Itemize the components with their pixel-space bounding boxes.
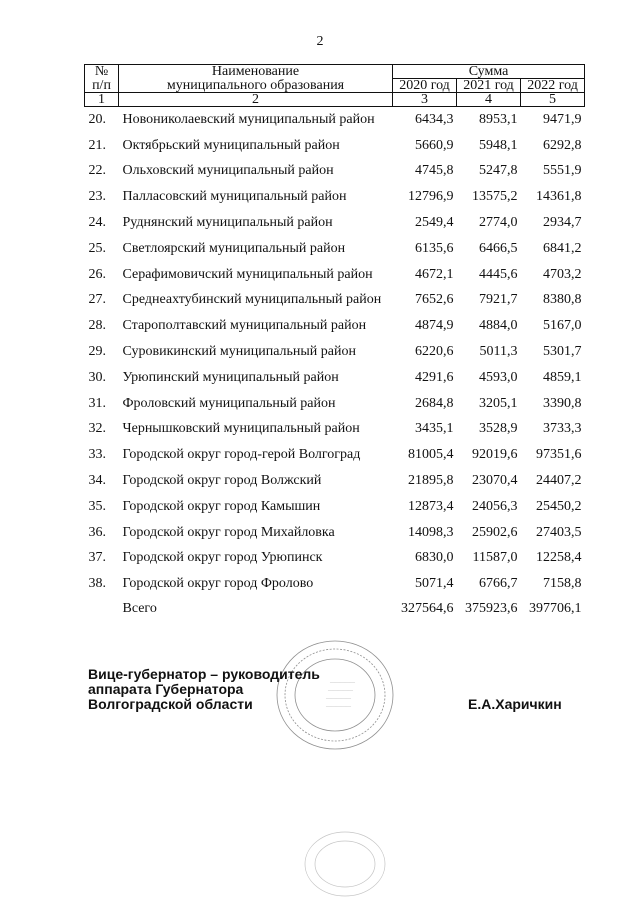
- row-name: Светлоярский муниципальный район: [122, 240, 346, 256]
- row-value-2020: 5660,9: [415, 137, 454, 153]
- row-name: Палласовский муниципальный район: [122, 189, 347, 205]
- row-name: Городской округ город Михайловка: [122, 524, 335, 540]
- header-index-3: 3: [393, 93, 457, 107]
- row-number: 29.: [88, 344, 106, 360]
- table-row: [85, 546, 585, 572]
- row-value-2021: 5247,8: [479, 163, 518, 179]
- row-value-2020: 21895,8: [408, 473, 454, 489]
- row-number: 27.: [88, 292, 106, 308]
- row-number: 38.: [88, 576, 106, 592]
- row-value-2022: 3390,8: [543, 395, 582, 411]
- header-year-2022: 2022 год: [521, 79, 585, 93]
- row-value-2021: 25902,6: [472, 524, 518, 540]
- row-value-2022: 8380,8: [543, 292, 582, 308]
- faint-stamp-mark: [300, 826, 390, 898]
- row-value-2021: 5011,3: [479, 344, 518, 360]
- row-value-2020: 5071,4: [415, 576, 454, 592]
- row-number: 28.: [88, 318, 106, 334]
- row-name: Фроловский муниципальный район: [122, 395, 336, 411]
- row-value-2020: 12796,9: [408, 189, 454, 205]
- row-value-2021: 2774,0: [479, 215, 518, 231]
- svg-text:—————: —————: [326, 705, 351, 710]
- row-value-2021: 92019,6: [472, 447, 518, 463]
- row-name: Урюпинский муниципальный район: [122, 369, 339, 385]
- row-value-2021: 7921,7: [479, 292, 518, 308]
- row-value-2022: 7158,8: [543, 576, 582, 592]
- row-value-2020: 4291,6: [415, 369, 454, 385]
- table-row: [85, 313, 585, 339]
- header-name-line2: муниципального образования: [119, 79, 393, 93]
- row-value-2022: 5301,7: [543, 344, 582, 360]
- header-index-1: 1: [85, 93, 119, 107]
- header-index-2: 2: [119, 93, 393, 107]
- header-year-2021: 2021 год: [457, 79, 521, 93]
- row-number: 26.: [88, 266, 106, 282]
- row-number: 36.: [88, 524, 106, 540]
- row-value-2022: 2934,7: [543, 215, 582, 231]
- row-name: Руднянский муниципальный район: [122, 215, 333, 231]
- row-value-2021: 11587,0: [472, 550, 518, 566]
- row-value-2020: 6434,3: [415, 111, 454, 127]
- row-number: 33.: [88, 447, 106, 463]
- row-value-2021: 6466,5: [479, 240, 518, 256]
- table-row: [85, 494, 585, 520]
- row-value-2021: 3205,1: [479, 395, 518, 411]
- signer-name: Е.А.Харичкин: [468, 696, 562, 712]
- row-number: 37.: [88, 550, 106, 566]
- row-name: Городской округ город Волжский: [122, 473, 322, 489]
- row-name: Городской округ город Камышин: [122, 498, 321, 514]
- header-index-5: 5: [521, 93, 585, 107]
- total-2022: 397706,1: [529, 601, 582, 617]
- signature-block: [88, 667, 320, 712]
- row-value-2020: 3435,1: [415, 421, 454, 437]
- page-number: 2: [316, 34, 324, 49]
- total-2020: 327564,6: [401, 601, 454, 617]
- row-value-2022: 3733,3: [543, 421, 582, 437]
- row-name: Новониколаевский муниципальный район: [122, 111, 375, 127]
- row-value-2020: 4874,9: [415, 318, 454, 334]
- row-number: 25.: [88, 240, 106, 256]
- row-value-2021: 8953,1: [479, 111, 518, 127]
- row-value-2020: 2684,8: [415, 395, 454, 411]
- row-value-2022: 14361,8: [536, 189, 582, 205]
- row-value-2022: 5167,0: [543, 318, 582, 334]
- row-value-2021: 23070,4: [472, 473, 518, 489]
- row-value-2021: 4593,0: [479, 369, 518, 385]
- row-value-2022: 5551,9: [543, 163, 582, 179]
- table-row: [85, 133, 585, 159]
- table-row: [85, 288, 585, 314]
- signature-line-3: Волгоградской области: [88, 696, 253, 712]
- total-row: [85, 597, 585, 621]
- row-value-2021: 13575,2: [472, 189, 518, 205]
- header-sum: Сумма: [393, 65, 585, 79]
- row-name: Октябрьский муниципальный район: [122, 137, 340, 153]
- row-name: Среднеахтубинский муниципальный район: [122, 292, 382, 308]
- row-value-2020: 4672,1: [415, 266, 454, 282]
- row-value-2022: 9471,9: [543, 111, 582, 127]
- header-index-4: 4: [457, 93, 521, 107]
- row-value-2020: 81005,4: [408, 447, 454, 463]
- row-number: 21.: [88, 137, 106, 153]
- total-label: Всего: [122, 601, 157, 617]
- signature-line-1: Вице-губернатор – руководитель: [88, 666, 320, 682]
- row-value-2020: 7652,6: [415, 292, 454, 308]
- row-number: 31.: [88, 395, 106, 411]
- table-row: [85, 236, 585, 262]
- table-row: [85, 184, 585, 210]
- row-name: Суровикинский муниципальный район: [122, 344, 356, 360]
- table-row: [85, 210, 585, 236]
- row-value-2020: 6135,6: [415, 240, 454, 256]
- row-number: 24.: [88, 215, 106, 231]
- header-num: №: [85, 65, 119, 79]
- row-value-2020: 6830,0: [415, 550, 454, 566]
- row-value-2022: 6292,8: [543, 137, 582, 153]
- row-value-2020: 4745,8: [415, 163, 454, 179]
- row-value-2021: 24056,3: [472, 498, 518, 514]
- row-name: Чернышковский муниципальный район: [122, 421, 360, 437]
- header-num-sub: п/п: [85, 79, 119, 93]
- row-value-2020: 2549,4: [415, 215, 454, 231]
- svg-text:—————: —————: [326, 697, 351, 702]
- table-header: [85, 65, 585, 107]
- row-number: 20.: [88, 111, 106, 127]
- row-value-2021: 6766,7: [479, 576, 518, 592]
- row-number: 22.: [88, 163, 106, 179]
- total-blank: [85, 597, 119, 621]
- row-number: 23.: [88, 189, 106, 205]
- row-value-2022: 6841,2: [543, 240, 582, 256]
- header-name-line1: Наименование: [119, 65, 393, 79]
- row-value-2021: 3528,9: [479, 421, 518, 437]
- row-value-2021: 5948,1: [479, 137, 518, 153]
- svg-text:—————: —————: [330, 681, 355, 686]
- total-2021: 375923,6: [465, 601, 518, 617]
- table-row: [85, 468, 585, 494]
- row-value-2022: 12258,4: [536, 550, 582, 566]
- row-value-2022: 25450,2: [536, 498, 582, 514]
- row-value-2022: 27403,5: [536, 524, 582, 540]
- table-row: [85, 391, 585, 417]
- table-row: [85, 365, 585, 391]
- table-row: [85, 107, 585, 133]
- table-row: [85, 339, 585, 365]
- budget-table: [84, 64, 585, 621]
- row-name: Серафимовичский муниципальный район: [122, 266, 373, 282]
- table-body: [85, 107, 585, 622]
- row-name: Городской округ город-герой Волгоград: [122, 447, 361, 463]
- row-number: 35.: [88, 498, 106, 514]
- row-value-2020: 6220,6: [415, 344, 454, 360]
- row-value-2022: 24407,2: [536, 473, 582, 489]
- row-value-2021: 4884,0: [479, 318, 518, 334]
- header-year-2020: 2020 год: [393, 79, 457, 93]
- table-row: [85, 520, 585, 546]
- row-value-2022: 4703,2: [543, 266, 582, 282]
- row-name: Старополтавский муниципальный район: [122, 318, 367, 334]
- row-name: Городской округ город Урюпинск: [122, 550, 323, 566]
- row-value-2022: 4859,1: [543, 369, 582, 385]
- row-value-2022: 97351,6: [536, 447, 582, 463]
- row-number: 34.: [88, 473, 106, 489]
- row-number: 32.: [88, 421, 106, 437]
- table-row: [85, 571, 585, 597]
- svg-text:—————: —————: [328, 689, 353, 694]
- row-number: 30.: [88, 369, 106, 385]
- row-name: Городской округ город Фролово: [122, 576, 314, 592]
- row-value-2021: 4445,6: [479, 266, 518, 282]
- row-name: Ольховский муниципальный район: [122, 163, 334, 179]
- table-row: [85, 262, 585, 288]
- row-value-2020: 12873,4: [408, 498, 454, 514]
- signature-line-2: аппарата Губернатора: [88, 681, 244, 697]
- table-row: [85, 417, 585, 443]
- table-row: [85, 442, 585, 468]
- table-row: [85, 159, 585, 185]
- row-value-2020: 14098,3: [408, 524, 454, 540]
